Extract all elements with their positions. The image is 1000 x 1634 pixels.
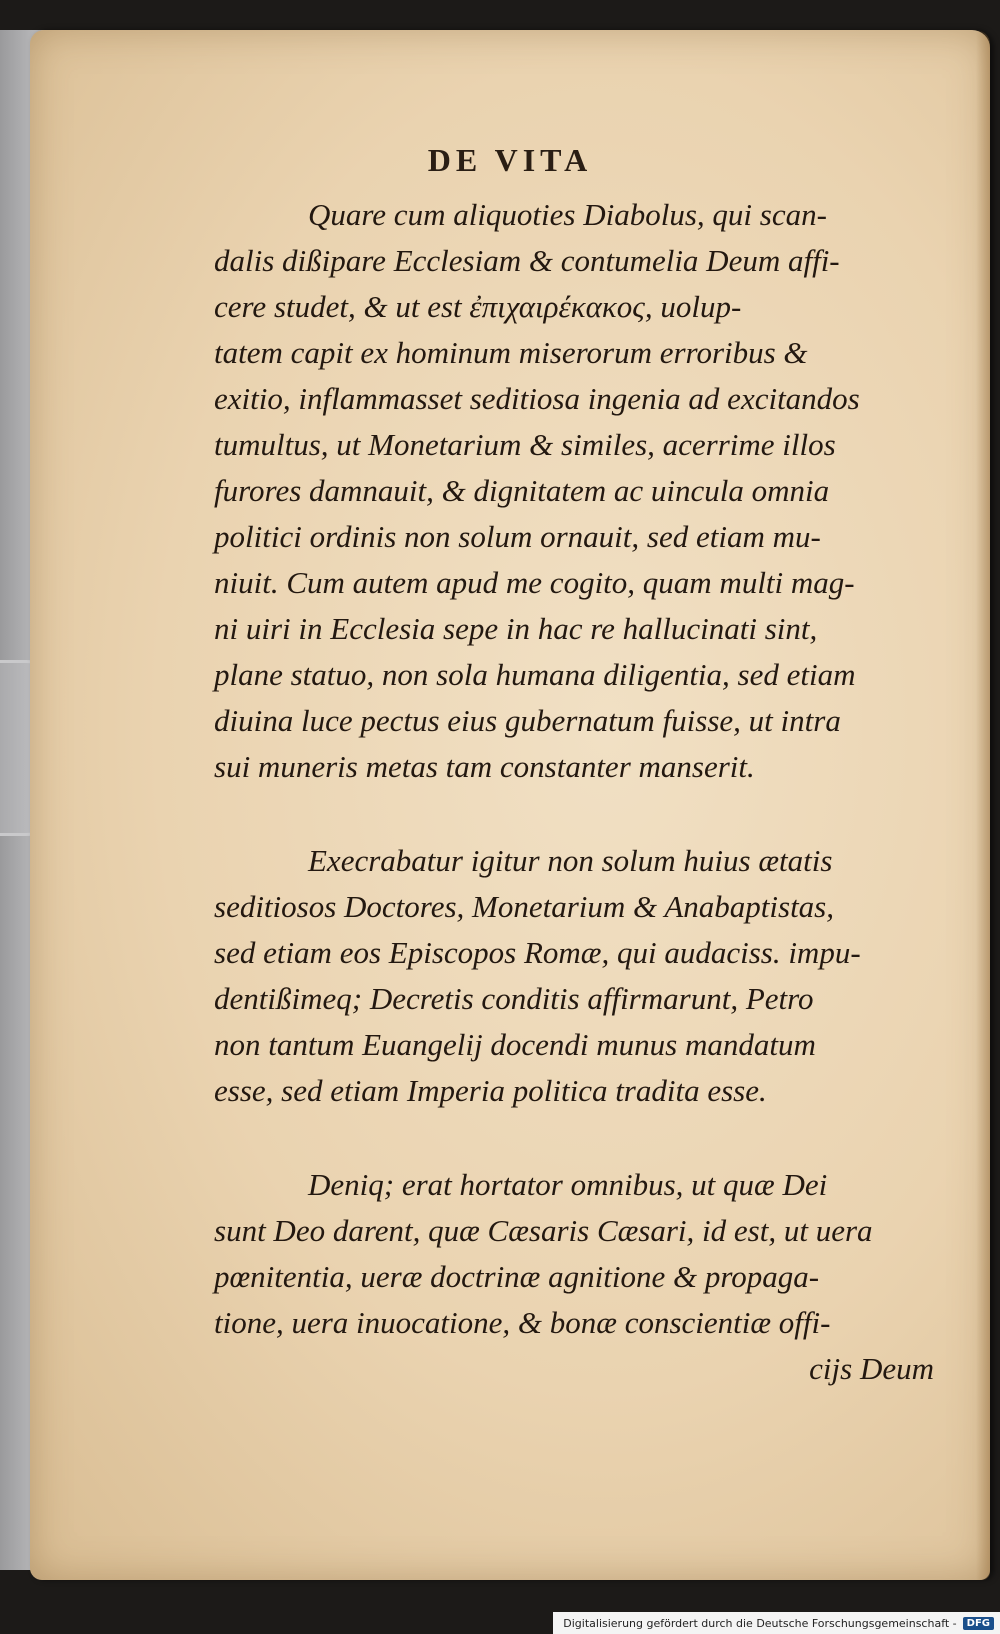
text-line: Deniq; erat hortator omnibus, ut quæ Dei xyxy=(308,1167,828,1202)
text-line: pœnitentia, ueræ doctrinæ agnitione & propaga- xyxy=(214,1259,820,1294)
text-line: tione, uera inuocatione, & bonæ conscientiæ offi- xyxy=(214,1305,831,1340)
paragraph-3 xyxy=(214,1162,944,1392)
text-line: Execrabatur igitur non solum huius ætatis xyxy=(308,843,833,878)
text-line: sunt Deo darent, quæ Cæsaris Cæsari, id est, ut uera xyxy=(214,1213,873,1248)
text-block xyxy=(214,192,944,1392)
dfg-logo-icon: DFG xyxy=(963,1617,994,1630)
catchword: cijs Deum xyxy=(809,1351,934,1386)
digitization-footer xyxy=(553,1612,1000,1634)
text-line: dalis dißipare Ecclesiam & contumelia Deum affi- xyxy=(214,243,840,278)
text-line: exitio, inflammasset seditiosa ingenia ad excitandos xyxy=(214,381,860,416)
text-line: politici ordinis non solum ornauit, sed etiam mu- xyxy=(214,519,821,554)
text-line: tumultus, ut Monetarium & similes, acerrime illos xyxy=(214,427,836,462)
paragraph-1 xyxy=(214,192,944,790)
text-line: tatem capit ex hominum miserorum erroribus & xyxy=(214,335,808,370)
paragraph-2 xyxy=(214,838,944,1114)
text-line: seditiosos Doctores, Monetarium & Anabaptistas, xyxy=(214,889,834,924)
text-line: plane statuo, non sola humana diligentia, sed etiam xyxy=(214,657,856,692)
text-line: sed etiam eos Episcopos Romæ, qui audaciss. impu- xyxy=(214,935,861,970)
text-line: niuit. Cum autem apud me cogito, quam multi mag- xyxy=(214,565,855,600)
text-line: furores damnauit, & dignitatem ac uincula omnia xyxy=(214,473,830,508)
text-line: diuina luce pectus eius gubernatum fuisse, ut intra xyxy=(214,703,841,738)
page-edge xyxy=(976,30,990,1580)
text-line: sui muneris metas tam constanter manserit. xyxy=(214,749,755,784)
footer-credit: Digitalisierung gefördert durch die Deutsche Forschungsgemeinschaft - xyxy=(563,1616,957,1630)
text-line: cere studet, & ut est ἐπιχαιρέκακος, uolup- xyxy=(214,289,742,324)
running-head: DE VITA xyxy=(427,142,593,178)
text-line: dentißimeq; Decretis conditis affirmarunt, Petro xyxy=(214,981,814,1016)
book-page xyxy=(30,30,990,1580)
text-line: esse, sed etiam Imperia politica tradita esse. xyxy=(214,1073,767,1108)
text-line: Quare cum aliquoties Diabolus, qui scan- xyxy=(308,197,827,232)
text-line: ni uiri in Ecclesia sepe in hac re hallucinati sint, xyxy=(214,611,818,646)
text-line: non tantum Euangelij docendi munus mandatum xyxy=(214,1027,816,1062)
